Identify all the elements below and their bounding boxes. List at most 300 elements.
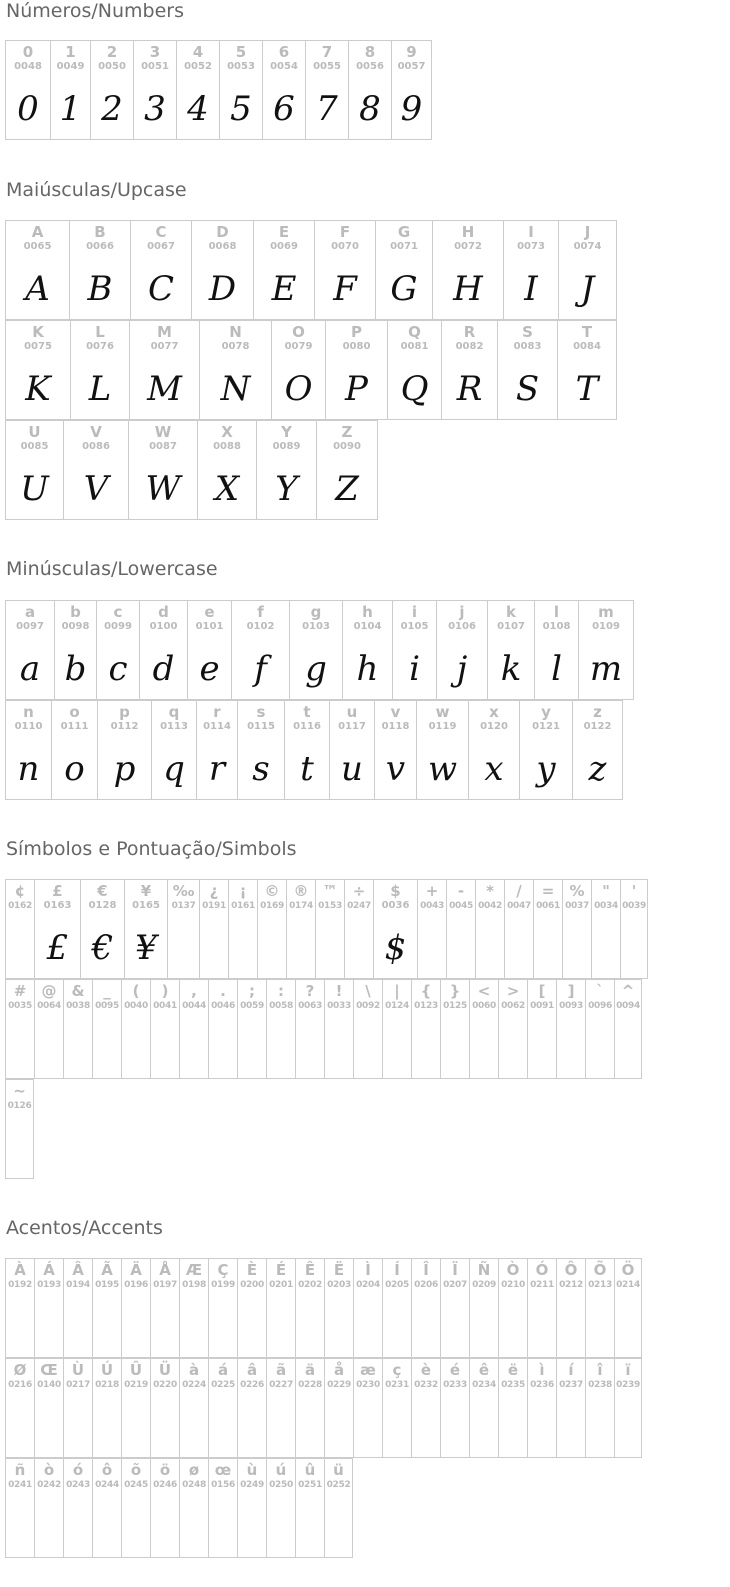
character-code: 0228	[298, 1380, 322, 1390]
glyph-cell	[176, 40, 219, 140]
character-code: 0203	[327, 1280, 351, 1290]
character-label: Ç	[217, 1261, 229, 1279]
glyph-cell	[96, 600, 139, 700]
character-label: Ê	[304, 1261, 316, 1279]
glyph-cell	[34, 979, 63, 1079]
glyph-cell	[121, 1258, 150, 1358]
character-code: 0195	[95, 1280, 119, 1290]
character-code: 0246	[153, 1480, 177, 1490]
character-code: 0196	[124, 1280, 148, 1290]
glyph-cell	[497, 320, 557, 420]
glyph-sample: n	[17, 749, 40, 789]
character-code: 0039	[622, 901, 646, 911]
character-label: À	[14, 1261, 26, 1279]
glyph-sample: q	[163, 749, 185, 789]
glyph-cell	[316, 420, 378, 520]
character-label: 9	[406, 43, 417, 61]
glyph-cell	[572, 700, 623, 800]
character-code: 0075	[24, 341, 52, 352]
character-label: è	[420, 1361, 432, 1379]
character-code: 0205	[385, 1280, 409, 1290]
character-label: x	[489, 703, 499, 721]
glyph-cell	[179, 979, 208, 1079]
character-label: Ù	[71, 1361, 85, 1379]
character-code: 0094	[616, 1001, 640, 1011]
glyph-sample: X	[214, 469, 240, 509]
glyph-cell	[34, 1458, 63, 1558]
character-label: Ã	[101, 1261, 113, 1279]
character-label: õ	[130, 1461, 142, 1479]
character-label: j	[459, 603, 465, 621]
glyph-sample: 6	[273, 89, 295, 129]
glyph-cell	[614, 1258, 642, 1358]
glyph-sample: u	[341, 749, 363, 789]
character-code: 0079	[284, 341, 313, 352]
glyph-cell	[324, 1458, 353, 1558]
character-label: ?	[305, 982, 315, 1000]
glyph-cell	[266, 979, 295, 1079]
character-code: 0036	[381, 900, 410, 911]
glyph-cell	[262, 40, 305, 140]
character-code: 0245	[124, 1480, 148, 1490]
character-code: 0235	[501, 1380, 525, 1390]
character-label: Á	[43, 1261, 55, 1279]
character-label: (	[132, 982, 140, 1000]
character-code: 0093	[559, 1001, 583, 1011]
glyph-sample: £	[46, 928, 69, 968]
glyph-cell	[373, 879, 417, 979]
glyph-cell	[121, 1458, 150, 1558]
glyph-cell	[585, 1358, 614, 1458]
glyph-cell	[503, 220, 558, 320]
glyph-cell	[614, 1358, 642, 1458]
character-code: 0128	[88, 900, 117, 911]
character-code: 0104	[353, 621, 382, 632]
glyph-cell	[266, 1358, 295, 1458]
character-code: 0137	[171, 901, 196, 911]
character-label: Ú	[100, 1361, 114, 1379]
glyph-sample: $	[384, 928, 407, 968]
character-label: 4	[192, 43, 204, 61]
glyph-cell	[556, 979, 585, 1079]
glyph-cell	[150, 979, 179, 1079]
character-label: &	[71, 982, 85, 1000]
character-code: 0052	[184, 61, 212, 72]
glyph-cell	[121, 979, 150, 1079]
character-label: ©	[264, 882, 280, 900]
glyph-cell	[34, 879, 80, 979]
character-code: 0057	[397, 61, 426, 72]
glyph-cell	[5, 220, 69, 320]
character-label: Ë	[333, 1261, 345, 1279]
section-title-symbols: Símbolos e Pontuação/Simbols	[6, 838, 297, 860]
character-label: 0	[22, 43, 34, 61]
character-code: 0211	[530, 1280, 554, 1290]
glyph-cell	[5, 420, 63, 520]
glyph-cell	[440, 1258, 469, 1358]
character-label: ¿	[209, 882, 219, 900]
glyph-sample: Z	[335, 469, 359, 509]
glyph-cell	[348, 40, 391, 140]
character-label: í	[568, 1361, 574, 1379]
character-label: ë	[507, 1361, 519, 1379]
character-code: 0062	[501, 1001, 525, 1011]
glyph-cell	[199, 320, 271, 420]
glyph-cell	[392, 600, 436, 700]
character-label: e	[204, 603, 215, 621]
glyph-sample: W	[145, 469, 181, 509]
glyph-cell	[534, 600, 578, 700]
section-title-numbers: Números/Numbers	[6, 0, 184, 22]
glyph-sample: I	[524, 269, 538, 309]
glyph-cell	[266, 1458, 295, 1558]
glyph-cell	[498, 1358, 527, 1458]
glyph-cell	[375, 220, 432, 320]
glyph-cell	[469, 979, 498, 1079]
character-code: 0105	[400, 621, 429, 632]
glyph-sample: w	[427, 749, 458, 789]
glyph-cell	[124, 879, 167, 979]
glyph-cell	[5, 600, 54, 700]
character-label: Ì	[365, 1261, 371, 1279]
character-code: 0086	[82, 441, 110, 452]
glyph-sample: E	[271, 269, 297, 309]
character-label: 8	[364, 43, 376, 61]
glyph-sample: F	[333, 269, 357, 309]
character-label: 6	[278, 43, 290, 61]
glyph-sample: M	[147, 369, 182, 409]
glyph-cell	[315, 879, 344, 979]
glyph-cell	[179, 1258, 208, 1358]
character-label: $	[390, 882, 401, 900]
glyph-sample: y	[536, 749, 556, 789]
glyph-sample: C	[147, 269, 174, 309]
glyph-cell	[295, 1458, 324, 1558]
glyph-cell	[344, 879, 373, 979]
character-code: 0194	[66, 1280, 90, 1290]
character-code: 0045	[449, 901, 473, 911]
character-label: n	[23, 703, 34, 721]
glyph-cell	[92, 1358, 121, 1458]
glyph-cell	[432, 220, 503, 320]
glyph-cell	[325, 320, 387, 420]
glyph-sample: T	[575, 369, 599, 409]
character-code: 0156	[211, 1480, 235, 1490]
character-code: 0225	[211, 1380, 235, 1390]
character-label: y	[541, 703, 551, 721]
character-code: 0082	[455, 341, 484, 352]
glyph-cell	[5, 879, 34, 979]
glyph-cell	[5, 1458, 34, 1558]
character-label: O	[292, 323, 305, 341]
character-label: ]	[567, 982, 575, 1000]
character-code: 0040	[124, 1001, 148, 1011]
glyph-cell	[34, 1358, 63, 1458]
character-code: 0220	[153, 1380, 177, 1390]
glyph-cell	[519, 700, 572, 800]
glyph-row	[5, 1079, 34, 1179]
character-label: 5	[235, 43, 247, 61]
glyph-cell	[237, 1258, 266, 1358]
character-code: 0121	[532, 721, 560, 732]
glyph-cell	[253, 220, 314, 320]
glyph-cell	[92, 1458, 121, 1558]
character-label: é	[449, 1361, 461, 1379]
character-label: P	[351, 323, 362, 341]
character-label: È	[246, 1261, 258, 1279]
character-code: 0165	[132, 900, 160, 911]
character-label: £	[52, 882, 63, 900]
glyph-cell	[256, 420, 316, 520]
character-code: 0252	[326, 1480, 351, 1490]
character-code: 0202	[298, 1280, 322, 1290]
character-code: 0153	[318, 901, 342, 911]
character-label: ö	[159, 1461, 171, 1479]
character-code: 0247	[347, 901, 371, 911]
character-code: 0243	[66, 1480, 90, 1490]
character-label: !	[335, 982, 343, 1000]
character-code: 0058	[269, 1001, 293, 1011]
glyph-row	[5, 1358, 642, 1458]
character-label: *	[486, 882, 494, 900]
character-label: î	[597, 1361, 603, 1379]
character-label: E	[278, 223, 290, 241]
character-label: z	[593, 703, 602, 721]
character-label: D	[216, 223, 229, 241]
character-label: l	[553, 603, 560, 621]
glyph-sample: N	[220, 369, 251, 409]
character-code: 0047	[507, 901, 531, 911]
character-code: 0124	[385, 1001, 409, 1011]
character-code: 0244	[95, 1480, 119, 1490]
character-label: Í	[394, 1261, 400, 1279]
glyph-cell	[374, 700, 416, 800]
character-label: Œ	[40, 1361, 58, 1379]
character-code: 0125	[443, 1001, 467, 1011]
character-label: ‰	[172, 882, 195, 900]
character-label: )	[161, 982, 169, 1000]
glyph-cell	[5, 1079, 34, 1179]
glyph-cell	[237, 1458, 266, 1558]
character-label: a	[24, 603, 36, 621]
character-label: œ	[214, 1461, 232, 1479]
character-code: 0227	[269, 1380, 293, 1390]
character-code: 0198	[182, 1280, 206, 1290]
glyph-cell	[208, 1358, 237, 1458]
character-code: 0074	[573, 241, 602, 252]
glyph-cell	[556, 1258, 585, 1358]
glyph-sample: c	[108, 649, 128, 689]
character-label: Ô	[564, 1261, 578, 1279]
character-label: ø	[188, 1461, 200, 1479]
character-code: 0101	[195, 621, 224, 632]
character-label: p	[119, 703, 130, 721]
character-label: F	[339, 223, 351, 241]
glyph-cell	[50, 40, 90, 140]
character-label: t	[303, 703, 311, 721]
glyph-sample: l	[551, 649, 562, 689]
glyph-cell	[469, 1258, 498, 1358]
glyph-cell	[614, 979, 642, 1079]
character-code: 0212	[559, 1280, 583, 1290]
character-label: -	[457, 882, 465, 900]
character-label: á	[217, 1361, 229, 1379]
section-title-upcase: Maiúsculas/Upcase	[6, 179, 187, 201]
character-label: K	[32, 323, 44, 341]
glyph-cell	[314, 220, 375, 320]
character-code: 0050	[98, 61, 126, 72]
character-code: 0083	[513, 341, 542, 352]
glyph-row	[5, 1458, 353, 1558]
character-code: 0056	[356, 61, 384, 72]
glyph-cell	[128, 420, 197, 520]
glyph-sample: H	[453, 269, 483, 309]
character-label: ÷	[352, 882, 366, 900]
character-code: 0053	[227, 61, 255, 72]
character-label: ä	[304, 1361, 316, 1379]
character-label: g	[310, 603, 322, 621]
glyph-cell	[446, 879, 475, 979]
character-code: 0199	[211, 1280, 235, 1290]
character-code: 0112	[110, 721, 139, 732]
glyph-cell	[121, 1358, 150, 1458]
glyph-cell	[533, 879, 562, 979]
character-code: 0065	[23, 241, 52, 252]
character-code: 0232	[414, 1380, 438, 1390]
character-code: 0091	[530, 1001, 554, 1011]
glyph-cell	[69, 220, 130, 320]
glyph-row	[5, 700, 623, 800]
glyph-cell	[295, 1258, 324, 1358]
glyph-sample: r	[208, 749, 226, 789]
glyph-row	[5, 220, 617, 320]
character-label: `	[596, 982, 604, 1000]
section-title-lowercase: Minúsculas/Lowercase	[6, 558, 218, 580]
character-code: 0069	[270, 241, 298, 252]
character-code: 0236	[530, 1380, 554, 1390]
character-label: }	[449, 982, 461, 1000]
character-label: h	[362, 603, 373, 621]
character-code: 0230	[356, 1380, 380, 1390]
glyph-cell	[237, 700, 284, 800]
glyph-cell	[5, 700, 51, 800]
character-label: T	[581, 323, 593, 341]
glyph-cell	[417, 879, 446, 979]
glyph-cell	[5, 320, 70, 420]
glyph-cell	[63, 979, 92, 1079]
glyph-row	[5, 320, 617, 420]
character-code: 0033	[327, 1001, 351, 1011]
section-title-accents: Acentos/Accents	[6, 1217, 163, 1239]
character-code: 0098	[61, 621, 90, 632]
character-label: ™	[322, 882, 338, 900]
character-code: 0064	[37, 1001, 61, 1011]
character-code: 0072	[454, 241, 482, 252]
glyph-cell	[219, 40, 262, 140]
glyph-cell	[150, 1458, 179, 1558]
character-label: Ø	[13, 1361, 27, 1379]
glyph-cell	[295, 1358, 324, 1458]
glyph-cell	[558, 220, 617, 320]
glyph-sample: 7	[316, 89, 338, 129]
character-code: 0239	[616, 1380, 640, 1390]
glyph-cell	[475, 879, 504, 979]
character-code: 0119	[428, 721, 457, 732]
character-code: 0204	[356, 1280, 380, 1290]
character-label: B	[94, 223, 106, 241]
character-code: 0106	[448, 621, 476, 632]
character-label: =	[541, 882, 555, 900]
glyph-cell	[5, 979, 34, 1079]
character-label: æ	[360, 1361, 376, 1379]
character-code: 0161	[231, 901, 255, 911]
glyph-cell	[295, 979, 324, 1079]
character-label: _	[103, 982, 111, 1000]
character-label: Ñ	[477, 1261, 491, 1279]
glyph-cell	[92, 1258, 121, 1358]
glyph-cell	[487, 600, 534, 700]
character-label: ï	[625, 1361, 631, 1379]
character-code: 0076	[86, 341, 114, 352]
glyph-cell	[151, 700, 196, 800]
character-label: A	[31, 223, 44, 241]
character-label: >	[506, 982, 520, 1000]
glyph-cell	[150, 1258, 179, 1358]
glyph-cell	[63, 1258, 92, 1358]
character-code: 0060	[472, 1001, 496, 1011]
character-label: \	[365, 982, 371, 1000]
glyph-cell	[342, 600, 392, 700]
character-label: ¥	[140, 882, 152, 900]
glyph-cell	[324, 979, 353, 1079]
character-code: 0213	[588, 1280, 612, 1290]
glyph-sample: R	[456, 369, 483, 409]
character-code: 0071	[390, 241, 418, 252]
character-code: 0051	[141, 61, 169, 72]
character-code: 0209	[472, 1280, 496, 1290]
character-label: Ó	[535, 1261, 549, 1279]
character-label: Z	[341, 423, 353, 441]
character-label: Æ	[185, 1261, 203, 1279]
character-code: 0233	[443, 1380, 467, 1390]
glyph-cell	[237, 1358, 266, 1458]
character-label: L	[95, 323, 105, 341]
character-code: 0092	[356, 1001, 380, 1011]
glyph-cell	[504, 879, 533, 979]
character-code: 0037	[565, 901, 589, 911]
glyph-sample: z	[588, 749, 607, 789]
glyph-cell	[5, 1258, 34, 1358]
character-code: 0231	[385, 1380, 409, 1390]
character-label: Î	[423, 1261, 429, 1279]
character-code: 0099	[104, 621, 132, 632]
character-label: |	[394, 982, 400, 1000]
glyph-sample: U	[20, 469, 49, 509]
glyph-sample: j	[456, 649, 468, 689]
character-code: 0250	[269, 1480, 293, 1490]
glyph-cell	[286, 879, 315, 979]
character-code: 0066	[86, 241, 114, 252]
character-code: 0096	[588, 1001, 612, 1011]
character-label: ,	[191, 982, 197, 1000]
character-code: 0192	[8, 1280, 32, 1290]
character-code: 0163	[43, 900, 72, 911]
glyph-cell	[133, 40, 176, 140]
glyph-cell	[139, 600, 187, 700]
glyph-sample: s	[252, 749, 270, 789]
character-code: 0248	[182, 1480, 206, 1490]
glyph-cell	[353, 1258, 382, 1358]
